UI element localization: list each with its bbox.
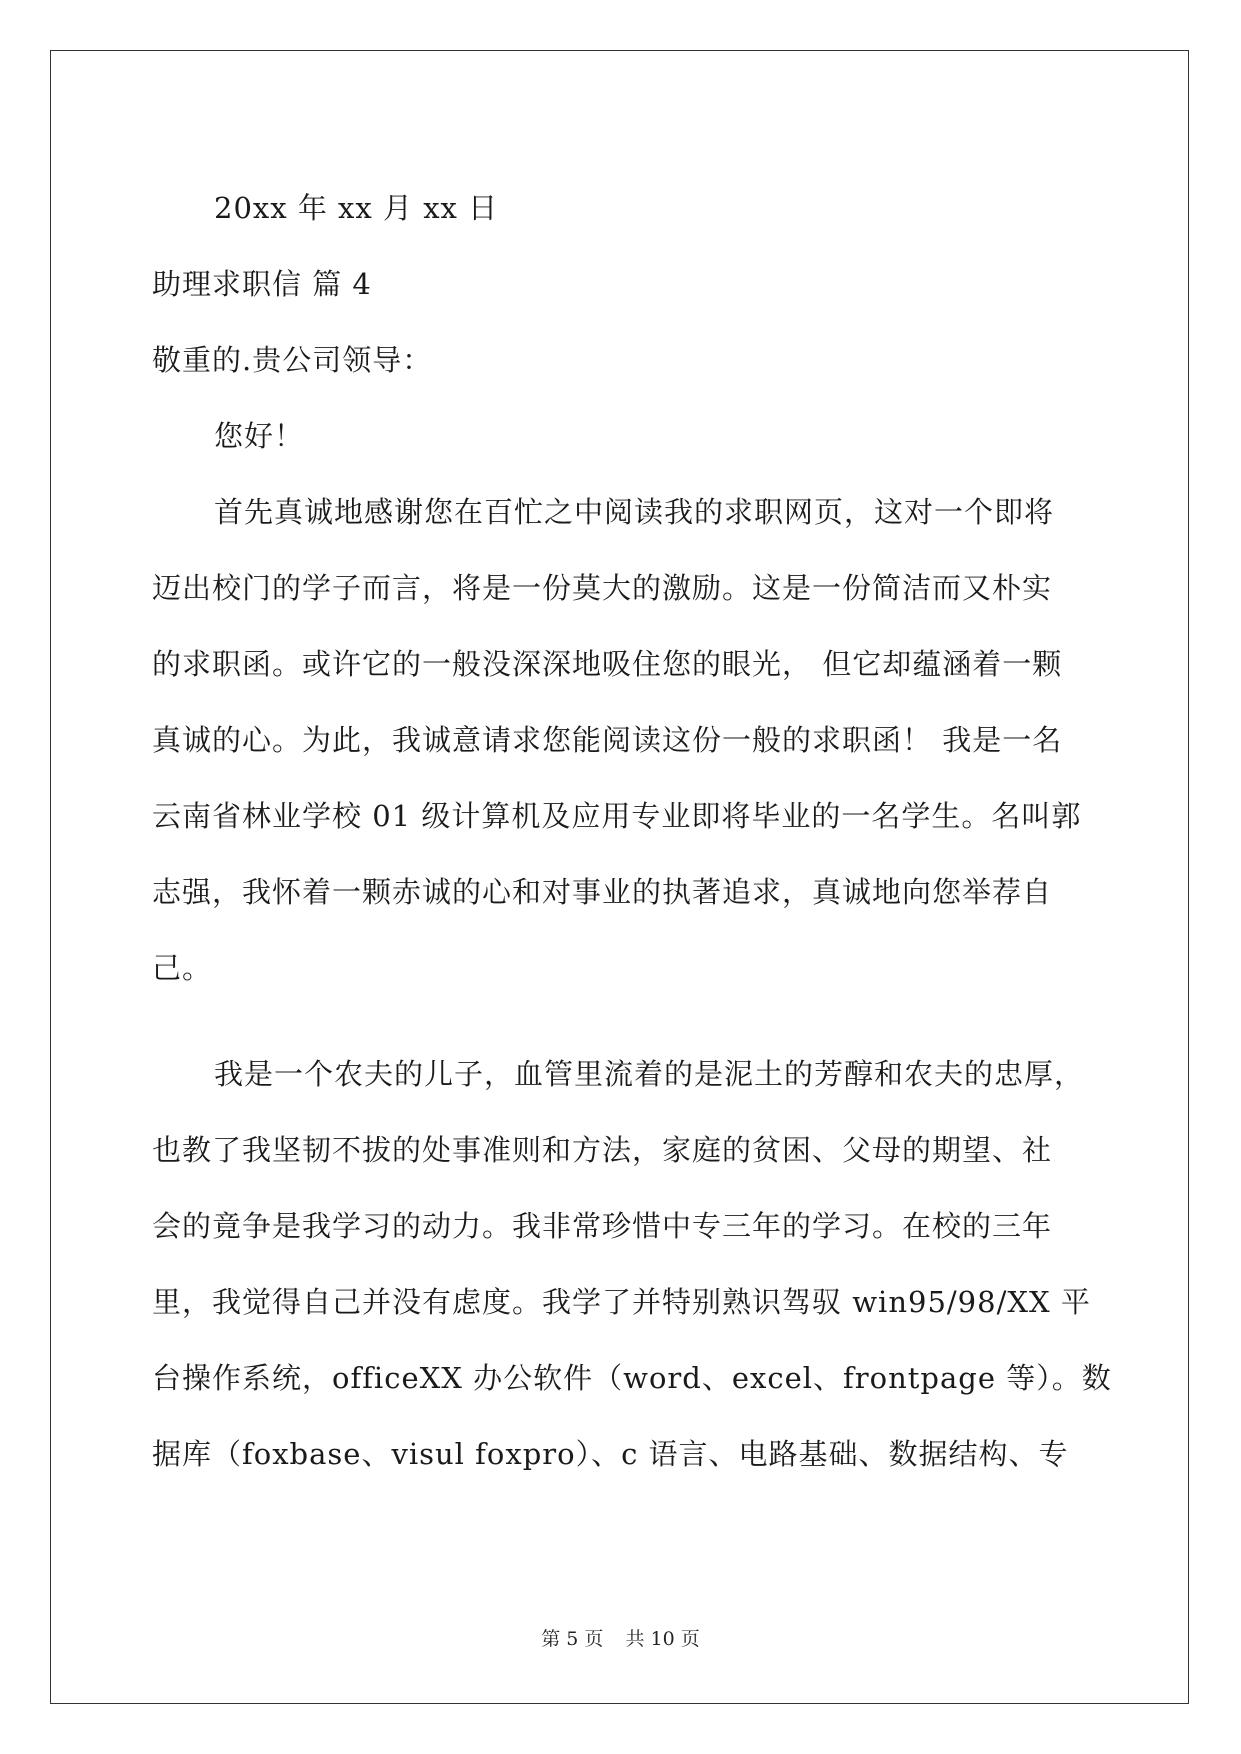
paragraph-line: 首先真诚地感谢您在百忙之中阅读我的求职网页，这对一个即将 [214, 495, 1055, 529]
paragraph-gap [152, 1006, 1092, 1036]
paragraph-line: 台操作系统，officeXX 办公软件（word、excel、frontpage 等）。数 [152, 1361, 1112, 1395]
letter-title: 助理求职信 篇 4 [152, 267, 372, 301]
page-total: 共 10 页 [625, 1628, 700, 1650]
document-body [152, 170, 1112, 1492]
letter-greeting: 您好！ [214, 419, 305, 453]
paragraph-line: 云南省林业学校 01 级计算机及应用专业即将毕业的一名学生。名叫郭 [152, 799, 1082, 833]
page-footer [0, 1624, 1241, 1651]
paragraph-line: 也教了我坚韧不拔的处事准则和方法，家庭的贫困、父母的期望、社 [152, 1133, 1053, 1167]
paragraph-line: 迈出校门的学子而言，将是一份莫大的激励。这是一份简洁而又朴实 [152, 571, 1053, 605]
paragraph-line: 的求职函。或许它的一般没深深地吸住您的眼光， 但它却蕴涵着一颗 [152, 647, 1063, 681]
paragraph-background [152, 1036, 1112, 1492]
paragraph-line: 会的竟争是我学习的动力。我非常珍惜中专三年的学习。在校的三年 [152, 1209, 1053, 1243]
letter-date: 20xx 年 xx 月 xx 日 [214, 191, 499, 225]
paragraph-intro [152, 474, 1092, 1006]
paragraph-line: 己。 [152, 951, 213, 985]
paragraph-line: 里，我觉得自己并没有虑度。我学了并特别熟识驾驭 win95/98/XX 平 [152, 1285, 1091, 1319]
paragraph-line: 真诚的心。为此，我诚意请求您能阅读这份一般的求职函！ 我是一名 [152, 723, 1063, 757]
paragraph-line: 我是一个农夫的儿子，血管里流着的是泥土的芳醇和农夫的忠厚， [214, 1057, 1085, 1091]
paragraph-line: 据库（foxbase、visul foxpro）、c 语言、电路基础、数据结构、专 [152, 1437, 1069, 1471]
paragraph-line: 志强，我怀着一颗赤诚的心和对事业的执著追求，真诚地向您举荐自 [152, 875, 1053, 909]
letter-salutation: 敬重的.贵公司领导： [152, 343, 433, 377]
page-number: 第 5 页 [541, 1628, 604, 1650]
